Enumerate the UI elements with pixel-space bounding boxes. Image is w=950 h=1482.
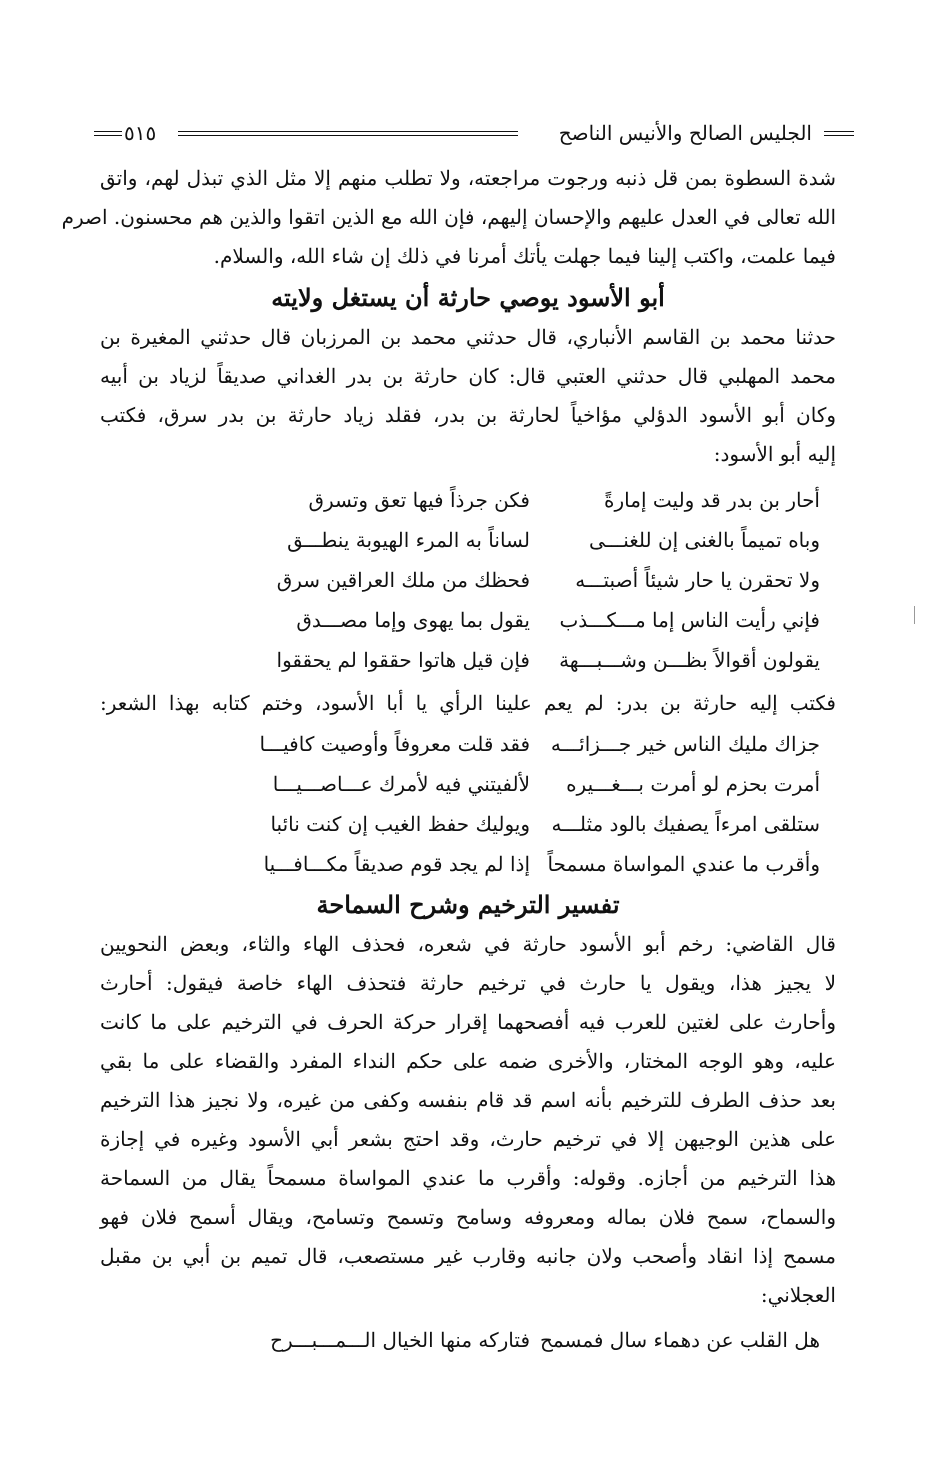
- paragraph-line: بعد حذف الطرف للترخيم بأنه اسم قد قام بنفسه وكفى من غيره، ولا نجيز هذا الترخيم: [100, 1088, 836, 1112]
- header-rule-middle: [178, 131, 518, 136]
- verse-first-hemistich: جزاك مليك الناس خير جـــزائـــه: [550, 732, 820, 756]
- paragraph-line: على هذين الوجيهن إلا في ترخيم حارث، وقد احتج بشعر أبي الأسود وغيره في إجازة: [100, 1127, 836, 1151]
- verse-second-hemistich: فحظك من ملك العراقين سرق: [276, 568, 530, 592]
- paragraph-line: والسماح، سمح فلان بماله ومعروفه وسامح وتسمح وتسامح، ويقال أسمح فلان فهو: [100, 1205, 836, 1229]
- paragraph-line: قال القاضي: رخم أبو الأسود حارثة في شعره، فحذف الهاء والثاء، وبعض النحويين: [100, 932, 836, 956]
- verse-first-hemistich: هل القلب عن دهماء سال فمسمح: [540, 1328, 820, 1352]
- verse-second-hemistich: فكن جرذاً فيها تعق وتسرق: [308, 488, 530, 512]
- paragraph-line: العجلاني:: [760, 1283, 836, 1307]
- verse-second-hemistich: لساناً به المرء الهيوبة ينطـــق: [287, 528, 530, 552]
- paragraph-line: وأحارث على لغتين للعرب فيه أفصحهما إقرار حركة الحرف في الترخيم على ما كانت: [100, 1010, 836, 1034]
- verse-first-hemistich: وأقرب ما عندي المواساة مسمحاً: [547, 852, 820, 876]
- paragraph-line: عليه، وهو الوجه المختار، والأخرى ضمه على حكم النداء المفرد والقضاء على ما بقي: [100, 1049, 836, 1073]
- paragraph-line: محمد المهلبي قال حدثني العتبي قال: كان حارثة بن بدر الغداني صديقاً لزياد بن أبيه: [100, 364, 836, 388]
- verse-first-hemistich: وباه تميماً بالغنى إن للغنـــى: [588, 528, 820, 552]
- page-number: ٥١٥: [124, 121, 157, 145]
- intro-line: شدة السطوة بمن قل ذنبه ورجوت مراجعته، ولا تطلب منهم إلا مثل الذي تبذل لهم، واتق: [100, 166, 836, 190]
- paragraph-line: وكان أبو الأسود الدؤلي مؤاخياً لحارثة بن بدر، فقلد زياد حارثة بن بدر سرق، فكتب: [100, 403, 836, 427]
- verse-first-hemistich: ستلقى امرءاً يصفيك بالود مثلـــه: [551, 812, 820, 836]
- verse-second-hemistich: ويوليك حفظ الغيب إن كنت نائبا: [270, 812, 530, 836]
- paragraph-line: إليه أبو الأسود:: [713, 442, 836, 466]
- verse-first-hemistich: ولا تحقرن يا حار شيئاً أصبتـــه: [575, 568, 820, 592]
- margin-mark: [914, 606, 915, 624]
- verse-first-hemistich: أمرت بحزم لو أمرت بـــغـــيره: [566, 772, 820, 796]
- reply-line: فكتب إليه حارثة بن بدر: لم يعم علينا الرأي يا أبا الأسود، وختم كتابه بهذا الشعر:: [100, 691, 836, 715]
- verse-first-hemistich: أحار بن بدر قد وليت إمارةً: [604, 488, 820, 512]
- header-rule-left: [94, 131, 122, 136]
- section-heading-1: أبو الأسود يوصي حارثة أن يستغل ولايته: [271, 283, 665, 312]
- paragraph-line: مسمح إذا انقاد وأصحب ولان جانبه وقارب غير مستصعب، قال تميم بن أبي بن مقبل: [100, 1244, 836, 1268]
- intro-line: الله تعالى في العدل عليهم والإحسان إليهم، فإن الله مع الذين اتقوا والذين هم محسنون. اصرم: [61, 205, 836, 229]
- paragraph-line: هذا الترخيم من أجازه. وقوله: وأقرب ما عندي المواساة مسمحاً يقال من السماحة: [100, 1166, 836, 1190]
- paragraph-line: لا يجيز هذا، ويقول يا حارث في ترخيم حارثة فتحذف الهاء خاصة فيقول: أحارث: [100, 971, 836, 995]
- verse-second-hemistich: لألفيتني فيه لأمرك عـــاصـــيـــا: [272, 772, 530, 796]
- intro-line: فيما علمت، واكتب إلينا فيما جهلت يأتك أمرنا في ذلك إن شاء الله، والسلام.: [213, 244, 836, 268]
- section-heading-2: تفسير الترخيم وشرح السماحة: [316, 890, 620, 919]
- verse-first-hemistich: فإني رأيت الناس إما مـــكـــذب: [559, 608, 820, 632]
- running-header: [94, 118, 854, 148]
- verse-second-hemistich: فقد قلت معروفاً وأوصيت كافيـــا: [259, 732, 530, 756]
- verse-first-hemistich: يقولون أقوالاً بظـــن وشـــبـــهة: [559, 648, 820, 672]
- header-rule-right: [824, 131, 854, 136]
- verse-second-hemistich: فإن قيل هاتوا حققوا لم يحققوا: [276, 648, 530, 672]
- book-title: الجليس الصالح والأنيس الناصح: [558, 121, 812, 145]
- verse-second-hemistich: يقول بما يهوى وإما مصـــدق: [296, 608, 530, 632]
- paragraph-line: حدثنا محمد بن القاسم الأنباري، قال حدثني محمد بن المرزبان قال حدثني المغيرة بن: [100, 325, 836, 349]
- verse-second-hemistich: إذا لم يجد قوم صديقاً مكـــافـــيا: [263, 852, 530, 876]
- verse-second-hemistich: فتاركه منها الخيال الـــمـــبـــرح: [270, 1328, 530, 1352]
